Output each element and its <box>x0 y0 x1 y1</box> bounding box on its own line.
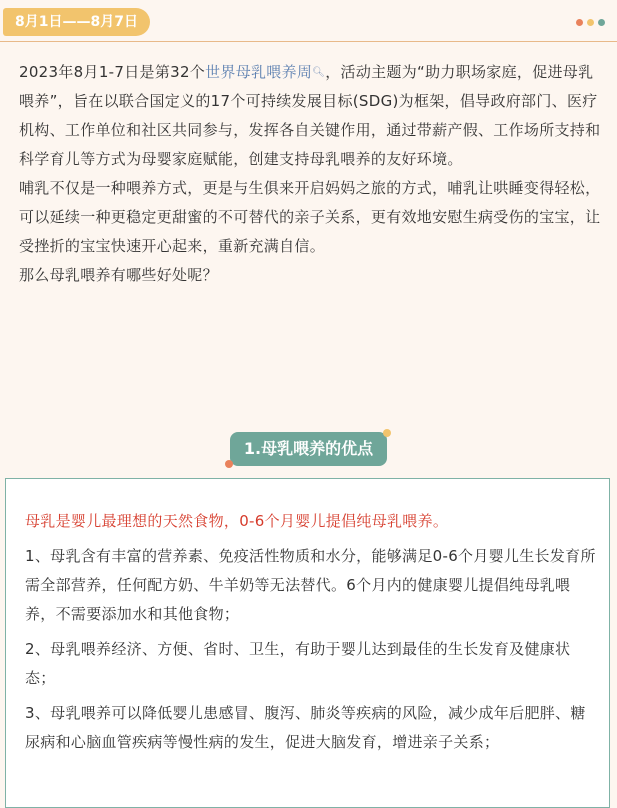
green-dot-icon <box>598 19 605 26</box>
yellow-dot-icon <box>587 19 594 26</box>
intro-p1-start: 2023年8月1-7日是第32个 <box>19 63 206 81</box>
intro-p1-end: ，活动主题为“助力职场家庭，促进母乳喂养”，旨在以联合国定义的17个可持续发展目标(SDG)为框架，倡导政府部门、医疗机构、工作单位和社区共同参与，发挥各自关键作用，通过带薪产假、工作场所支持和科学育儿等方式为母婴家庭赋能，创建支持母乳喂养的友好环境。 <box>19 63 601 168</box>
benefit-item-1: 1、母乳含有丰富的营养素、免疫活性物质和水分，能够满足0-6个月婴儿生长发育所需全部营养，任何配方奶、牛羊奶等无法替代。6个月内的健康婴儿提倡纯母乳喂养，不需要添加水和其他食物； <box>25 547 596 623</box>
orange-dot-icon <box>576 19 583 26</box>
benefits-highlight: 母乳是婴儿最理想的天然食物，0-6个月婴儿提倡纯母乳喂养。 <box>25 512 449 530</box>
section-title-wrapper <box>0 432 617 466</box>
benefits-content <box>25 507 600 763</box>
world-breastfeeding-week-link[interactable]: 世界母乳喂养周 <box>205 63 313 81</box>
section-title <box>230 432 387 466</box>
yellow-dot-icon <box>383 429 391 437</box>
section-title-text: 1.母乳喂养的优点 <box>243 439 374 458</box>
intro-paragraph-3: 那么母乳喂养有哪些好处呢？ <box>19 266 218 284</box>
intro-paragraph-1 <box>19 58 607 174</box>
decorative-dots <box>576 19 605 26</box>
intro-paragraph-2: 哺乳不仅是一种喂养方式，更是与生俱来开启妈妈之旅的方式，哺乳让哄睡变得轻松，可以延续一种更稳定更甜蜜的不可替代的亲子关系，更有效地安慰生病受伤的宝宝，让受挫折的宝宝快速开心起来，重新充满自信。 <box>19 179 601 255</box>
intro-text <box>19 58 607 290</box>
header-divider <box>0 41 617 42</box>
benefit-item-2: 2、母乳喂养经济、方便、省时、卫生，有助于婴儿达到最佳的生长发育及健康状态； <box>25 640 571 687</box>
search-icon[interactable]: 🔍︎ <box>312 67 326 78</box>
benefits-box <box>5 478 610 808</box>
date-range-tag: 8月1日——8月7日 <box>3 8 150 36</box>
orange-dot-icon <box>225 460 233 468</box>
benefit-item-3: 3、母乳喂养可以降低婴儿患感冒、腹泻、肺炎等疾病的风险，减少成年后肥胖、糖尿病和心脑血管疾病等慢性病的发生，促进大脑发育，增进亲子关系； <box>25 704 586 751</box>
